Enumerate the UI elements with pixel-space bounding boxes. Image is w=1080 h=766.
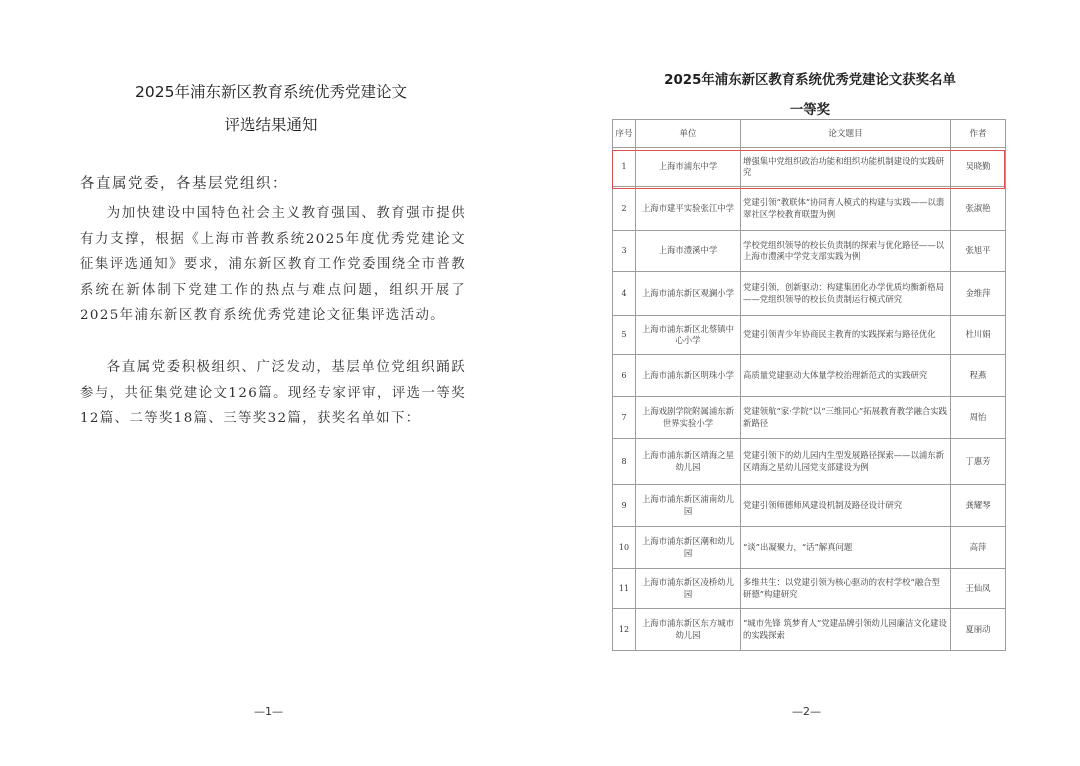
table-row bbox=[613, 316, 1006, 355]
salutation: 各直属党委，各基层党组织： bbox=[80, 176, 288, 192]
table-row bbox=[613, 272, 1006, 316]
row-no: 8 bbox=[613, 439, 636, 485]
row-author: 王仙凤 bbox=[951, 569, 1006, 609]
row-unit: 上海市浦东新区北蔡镇中心小学 bbox=[636, 316, 741, 355]
column-header-title: 论文题目 bbox=[741, 120, 951, 148]
table-row bbox=[613, 569, 1006, 609]
row-no: 3 bbox=[613, 231, 636, 272]
row-title: “城市先锋 筑梦育人”党建品牌引领幼儿园廉洁文化建设的实践探索 bbox=[741, 609, 951, 651]
row-title: 党建引领“教联体”协同育人模式的构建与实践——以翡翠社区学校教育联盟为例 bbox=[741, 187, 951, 231]
notice-title-line1: 2025年浦东新区教育系统优秀党建论文 bbox=[135, 83, 407, 101]
row-no: 6 bbox=[613, 355, 636, 397]
row-title: “谈”出凝聚力，“话”解真问题 bbox=[741, 527, 951, 569]
award-list-title: 2025年浦东新区教育系统优秀党建论文获奖名单 bbox=[664, 73, 956, 88]
row-no: 4 bbox=[613, 272, 636, 316]
table-row bbox=[613, 439, 1006, 485]
table-row bbox=[613, 609, 1006, 651]
row-title: 学校党组织领导的校长负责制的探索与优化路径——以上海市澧溪中学党支部实践为例 bbox=[741, 231, 951, 272]
row-author: 高萍 bbox=[951, 527, 1006, 569]
award-table bbox=[612, 119, 1006, 651]
table-row bbox=[613, 148, 1006, 187]
row-unit: 上海市浦东新区凌桥幼儿园 bbox=[636, 569, 741, 609]
table-row bbox=[613, 355, 1006, 397]
row-no: 10 bbox=[613, 527, 636, 569]
row-unit: 上海市浦东新区明珠小学 bbox=[636, 355, 741, 397]
row-title: 多维共生：以党建引领为核心驱动的农村学校“融合型研德”构建研究 bbox=[741, 569, 951, 609]
row-unit: 上海市浦东中学 bbox=[636, 148, 741, 187]
row-no: 9 bbox=[613, 485, 636, 527]
table-row bbox=[613, 231, 1006, 272]
award-list-page bbox=[540, 0, 1080, 766]
row-no: 11 bbox=[613, 569, 636, 609]
column-header-author: 作者 bbox=[951, 120, 1006, 148]
notice-paragraph-2: 各直属党委积极组织、广泛发动，基层单位党组织踊跃参与，共征集党建论文126篇。现经专家评审，评选一等奖12篇、二等奖18篇、三等奖32篇，获奖名单如下： bbox=[80, 360, 466, 427]
row-unit: 上海市澧溪中学 bbox=[636, 231, 741, 272]
row-no: 1 bbox=[613, 148, 636, 187]
row-unit: 上海戏剧学院附属浦东新世界实验小学 bbox=[636, 397, 741, 439]
page-number: —2— bbox=[792, 705, 821, 718]
award-level-heading: 一等奖 bbox=[789, 103, 831, 118]
row-unit: 上海市浦东新区潮和幼儿园 bbox=[636, 527, 741, 569]
row-title: 党建引领青少年协商民主教育的实践探索与路径优化 bbox=[741, 316, 951, 355]
row-author: 张淑艳 bbox=[951, 187, 1006, 231]
table-row bbox=[613, 485, 1006, 527]
row-no: 12 bbox=[613, 609, 636, 651]
row-unit: 上海市浦东新区观澜小学 bbox=[636, 272, 741, 316]
row-unit: 上海市浦东新区靖海之星幼儿园 bbox=[636, 439, 741, 485]
page-number: —1— bbox=[254, 705, 283, 718]
row-title: 高质量党建驱动大体量学校治理新范式的实践研究 bbox=[741, 355, 951, 397]
table-header-row bbox=[613, 120, 1006, 148]
row-title: 党建引领下的幼儿园内生型发展路径探索——以浦东新区靖海之星幼儿园党支部建设为例 bbox=[741, 439, 951, 485]
row-no: 7 bbox=[613, 397, 636, 439]
row-author: 龚耀琴 bbox=[951, 485, 1006, 527]
table-row bbox=[613, 397, 1006, 439]
row-unit: 上海市浦东新区浦南幼儿园 bbox=[636, 485, 741, 527]
row-author: 金维萍 bbox=[951, 272, 1006, 316]
row-author: 周怡 bbox=[951, 397, 1006, 439]
row-author: 张旭平 bbox=[951, 231, 1006, 272]
row-no: 5 bbox=[613, 316, 636, 355]
row-author: 程燕 bbox=[951, 355, 1006, 397]
notice-title-line2: 评选结果通知 bbox=[224, 116, 318, 134]
row-title: 党建引领师德师风建设机制及路径设计研究 bbox=[741, 485, 951, 527]
table-row bbox=[613, 187, 1006, 231]
column-header-unit: 单位 bbox=[636, 120, 741, 148]
row-author: 丁惠芳 bbox=[951, 439, 1006, 485]
row-unit: 上海市浦东新区东方城市幼儿园 bbox=[636, 609, 741, 651]
column-header-no: 序号 bbox=[613, 120, 636, 148]
row-title: 党建领航“家·学院”以“三维同心”拓展教育教学融合实践新路径 bbox=[741, 397, 951, 439]
row-no: 2 bbox=[613, 187, 636, 231]
row-title: 党建引领，创新驱动：构建集团化办学优质均衡新格局——党组织领导的校长负责制运行模式研究 bbox=[741, 272, 951, 316]
row-author: 杜川娟 bbox=[951, 316, 1006, 355]
row-title: 增强集中党组织政治功能和组织功能机制建设的实践研究 bbox=[741, 148, 951, 187]
notice-paragraph-1: 为加快建设中国特色社会主义教育强国、教育强市提供有力支撑，根据《上海市普教系统2025年度优秀党建论文征集评选通知》要求，浦东新区教育工作党委围绕全市普教系统在新体制下党建工作的热点与难点问题，组织开展了2025年浦东新区教育系统优秀党建论文征集评选活动。 bbox=[80, 206, 466, 324]
row-unit: 上海市建平实验张江中学 bbox=[636, 187, 741, 231]
row-author: 夏丽动 bbox=[951, 609, 1006, 651]
table-row bbox=[613, 527, 1006, 569]
row-author: 吴晓勤 bbox=[951, 148, 1006, 187]
